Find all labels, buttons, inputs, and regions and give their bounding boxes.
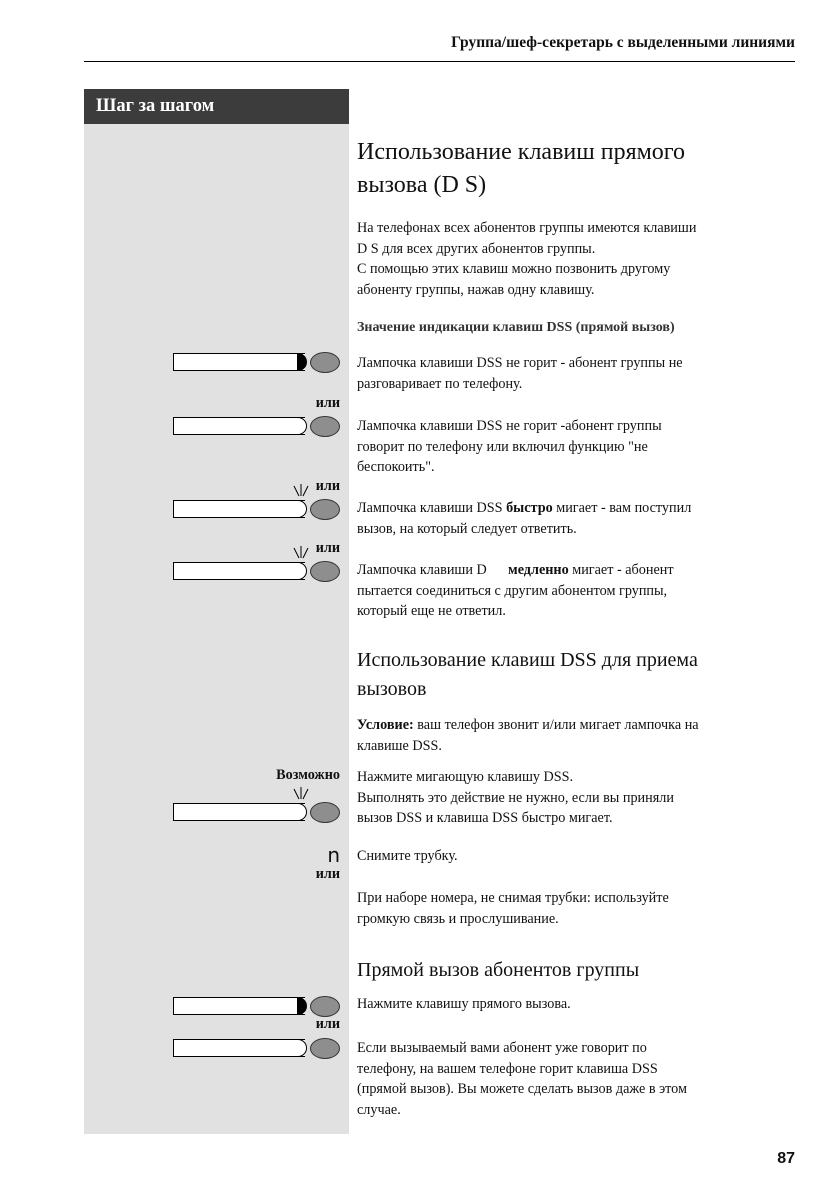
dss-key-blinking-slow bbox=[173, 562, 339, 580]
condition-label: Условие: bbox=[357, 717, 414, 733]
key-led-on-icon bbox=[297, 353, 307, 371]
item-text: Лампочка клавиши D bbox=[357, 562, 509, 578]
or-label: или bbox=[315, 866, 340, 882]
condition-body: ваш телефон звонит и/или мигает лампочка на bbox=[413, 717, 699, 733]
lamp-icon bbox=[310, 352, 340, 373]
item-line: говорит по телефону или включил функцию "не bbox=[357, 438, 648, 455]
press-line: Выполнять это действие не нужно, если вы приняли bbox=[357, 789, 674, 806]
lamp-icon bbox=[310, 499, 340, 520]
lamp-icon bbox=[310, 802, 340, 823]
intro-line: С помощью этих клавиш можно позвонить другому bbox=[357, 261, 671, 277]
key-body bbox=[173, 562, 305, 580]
item-text: мигает - абонент bbox=[568, 562, 674, 578]
section2-title-line1: Использование клавиш DSS для приема bbox=[357, 649, 698, 671]
press-line: вызов DSS и клавиша DSS быстро мигает. bbox=[357, 810, 613, 826]
press-blinking-text bbox=[357, 767, 795, 829]
section1-intro bbox=[357, 218, 795, 300]
lamp-icon bbox=[310, 561, 340, 582]
section1-title-line2: вызова (D S) bbox=[357, 172, 487, 198]
busy-line: (прямой вызов). Вы можете сделать вызов даже в этом bbox=[357, 1081, 687, 1097]
handset-icon: n bbox=[327, 843, 340, 867]
indication-item-2 bbox=[357, 416, 795, 478]
dss-key-blinking bbox=[173, 803, 339, 821]
key-led-off-icon bbox=[297, 562, 307, 580]
dss-indication-subhead: Значение индикации клавиш DSS (прямой вызов) bbox=[357, 320, 675, 335]
blink-rays-icon bbox=[290, 787, 312, 801]
or-label: или bbox=[315, 540, 340, 556]
press-direct-call-text: Нажмите клавишу прямого вызова. bbox=[357, 996, 571, 1012]
key-body bbox=[173, 500, 305, 518]
step-by-step-sidebar bbox=[84, 89, 349, 1134]
key-body bbox=[173, 417, 305, 435]
key-body bbox=[173, 1039, 305, 1057]
running-header: Группа/шеф-секретарь с выделенными линиями bbox=[451, 34, 795, 51]
lamp-icon bbox=[310, 416, 340, 437]
indication-item-3 bbox=[357, 498, 795, 539]
key-led-off-icon bbox=[297, 500, 307, 518]
key-led-off-icon bbox=[297, 417, 307, 435]
item-emphasis: медленно bbox=[508, 562, 569, 578]
intro-line: абоненту группы, нажав одну клавишу. bbox=[357, 281, 595, 298]
dss-key-lit bbox=[173, 353, 339, 371]
key-body bbox=[173, 353, 305, 371]
speaker-line: громкую связь и прослушивание. bbox=[357, 910, 559, 927]
busy-line: телефону, на вашем телефоне горит клавиша DSS bbox=[357, 1060, 658, 1077]
intro-line: D S для всех других абонентов группы. bbox=[357, 240, 596, 257]
possible-label: Возможно bbox=[276, 767, 340, 783]
dss-key-blinking-fast bbox=[173, 500, 339, 518]
dss-key-off bbox=[173, 417, 339, 435]
indication-item-4 bbox=[357, 560, 795, 622]
speaker-text bbox=[357, 888, 795, 929]
speaker-line: При наборе номера, не снимая трубки: используйте bbox=[357, 890, 669, 906]
or-label: или bbox=[315, 395, 340, 411]
busy-line: случае. bbox=[357, 1101, 401, 1118]
section3-title: Прямой вызов абонентов группы bbox=[357, 959, 640, 981]
item-line: разговаривает по телефону. bbox=[357, 375, 523, 392]
section2-title bbox=[357, 646, 795, 704]
blink-rays-icon bbox=[290, 484, 312, 498]
item-line bbox=[357, 560, 795, 581]
lamp-icon bbox=[310, 1038, 340, 1059]
indication-item-1 bbox=[357, 353, 795, 394]
lift-handset-text: Снимите трубку. bbox=[357, 848, 458, 864]
press-line: Нажмите мигающую клавишу DSS. bbox=[357, 769, 574, 785]
item-line: Лампочка клавиши DSS не горит - абонент группы не bbox=[357, 355, 683, 371]
item-line: Лампочка клавиши DSS не горит -абонент группы bbox=[357, 418, 662, 434]
condition-line bbox=[357, 715, 795, 736]
intro-line: На телефонах всех абонентов группы имеются клавиши bbox=[357, 220, 697, 236]
dss-key-lit bbox=[173, 997, 339, 1015]
or-label: или bbox=[315, 478, 340, 494]
dss-key-off bbox=[173, 1039, 339, 1057]
lamp-icon bbox=[310, 996, 340, 1017]
key-led-off-icon bbox=[297, 803, 307, 821]
item-line: пытается соединиться с другим абонентом группы, bbox=[357, 582, 668, 599]
key-led-off-icon bbox=[297, 1039, 307, 1057]
item-line: который еще не ответил. bbox=[357, 603, 506, 619]
busy-text bbox=[357, 1038, 795, 1120]
section2-title-line2: вызовов bbox=[357, 678, 427, 700]
item-line: вызов, на который следует ответить. bbox=[357, 520, 577, 537]
blink-rays-icon bbox=[290, 546, 312, 560]
condition-text bbox=[357, 715, 795, 756]
sidebar-heading: Шаг за шагом bbox=[84, 89, 349, 124]
item-text: мигает - вам поступил bbox=[552, 500, 692, 516]
busy-line: Если вызываемый вами абонент уже говорит по bbox=[357, 1040, 647, 1056]
page-number: 87 bbox=[777, 1150, 795, 1167]
section1-title bbox=[357, 136, 795, 202]
header-rule bbox=[84, 61, 795, 62]
key-body bbox=[173, 803, 305, 821]
section1-title-line1: Использование клавиш прямого bbox=[357, 139, 686, 165]
item-line bbox=[357, 498, 795, 519]
key-led-on-icon bbox=[297, 997, 307, 1015]
condition-line: клавише DSS. bbox=[357, 737, 442, 754]
item-text: Лампочка клавиши DSS bbox=[357, 500, 507, 516]
item-emphasis: быстро bbox=[506, 500, 553, 516]
or-label: или bbox=[315, 1016, 340, 1032]
item-line: беспокоить". bbox=[357, 459, 435, 475]
key-body bbox=[173, 997, 305, 1015]
